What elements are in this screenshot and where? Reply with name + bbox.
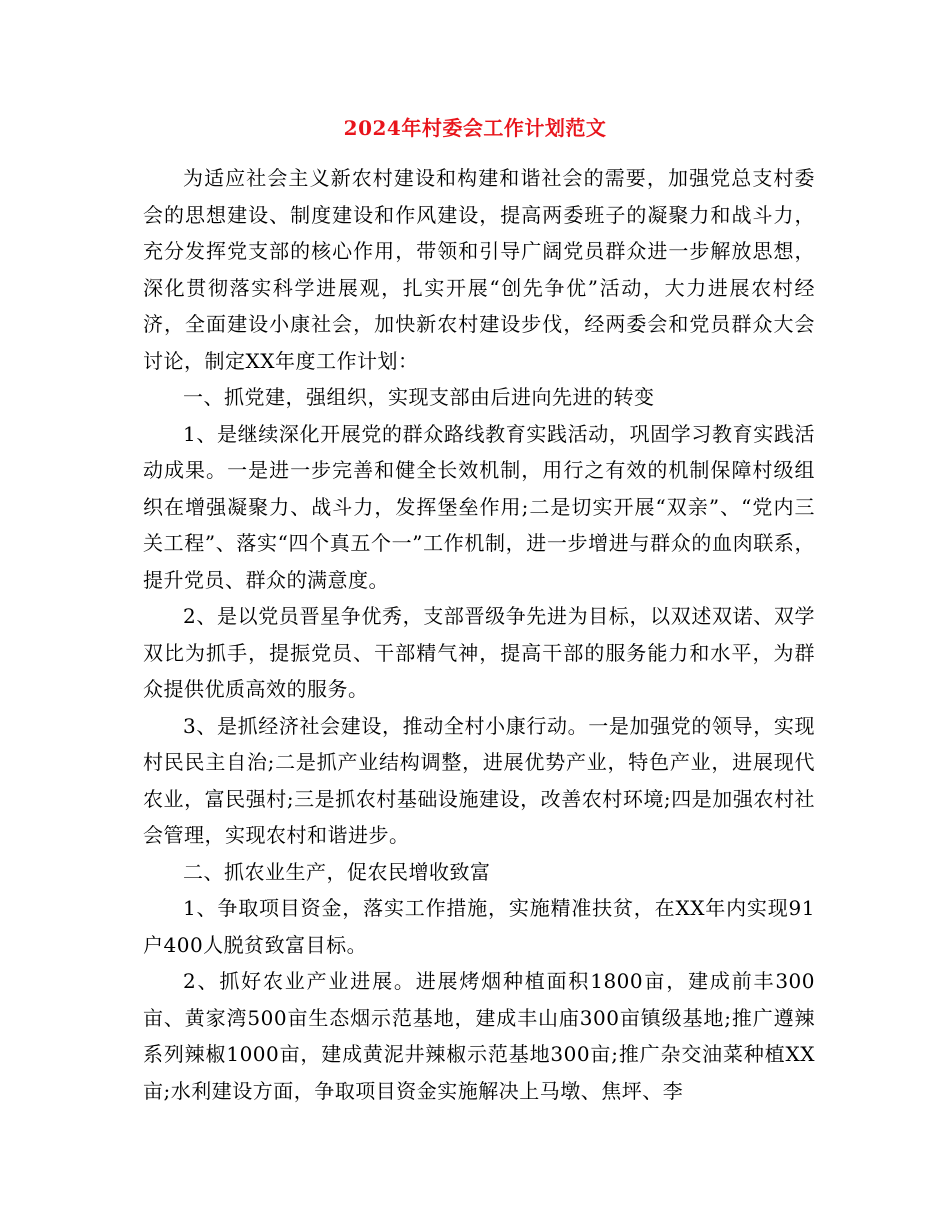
paragraph-1-1: 1、是继续深化开展党的群众路线教育实践活动，巩固学习教育实践活动成果。一是进一步完善和健全长效机制，用行之有效的机制保障村级组织在增强凝聚力、战斗力，发挥堡垒作用;二是切实开展“双亲”、“党内三关工程”、落实“四个真五个一”工作机制，进一步增进与群众的血肉联系，提升党员、群众的满意度。 [143, 421, 815, 592]
paragraph-intro: 为适应社会主义新农村建设和构建和谐社会的需要，加强党总支村委会的思想建设、制度建设和作风建设，提高两委班子的凝聚力和战斗力，充分发挥党支部的核心作用，带领和引导广阔党员群众进一步解放思想，深化贯彻落实科学进展观，扎实开展“创先争优”活动，大力进展农村经济，全面建设小康社会，加快新农村建设步伐，经两委会和党员群众大会讨论，制定XX年度工作计划： [143, 166, 815, 373]
document-title: 2024年村委会工作计划范文 [343, 116, 607, 140]
document-body [143, 160, 815, 1109]
section-heading-1: 一、抓党建，强组织，实现支部由后进向先进的转变 [183, 385, 655, 409]
paragraph-1-3: 3、是抓经济社会建设，推动全村小康行动。一是加强党的领导，实现村民民主自治;二是抓产业结构调整，进展优势产业，特色产业，进展现代农业，富民强村;三是抓农村基础设施建设，改善农村环境;四是加强农村社会管理，实现农村和谐进步。 [143, 713, 815, 847]
paragraph-2-1: 1、争取项目资金，落实工作措施，实施精准扶贫，在XX年内实现91户400人脱贫致富目标。 [143, 896, 815, 957]
paragraph-1-2: 2、是以党员晋星争优秀，支部晋级争先进为目标，以双述双诺、双学双比为抓手，提振党员、干部精气神，提高干部的服务能力和水平，为群众提供优质高效的服务。 [143, 604, 815, 701]
section-heading-2: 二、抓农业生产，促农民增收致富 [183, 859, 491, 884]
paragraph-2-2: 2、抓好农业产业进展。进展烤烟种植面积1800亩，建成前丰300亩、黄家湾500亩生态烟示范基地，建成丰山庙300亩镇级基地;推广遵辣系列辣椒1000亩，建成黄泥井辣椒示范基地300亩;推广杂交油菜种植XX亩;水利建设方面，争取项目资金实施解决上马墩、焦坪、李 [143, 969, 815, 1103]
